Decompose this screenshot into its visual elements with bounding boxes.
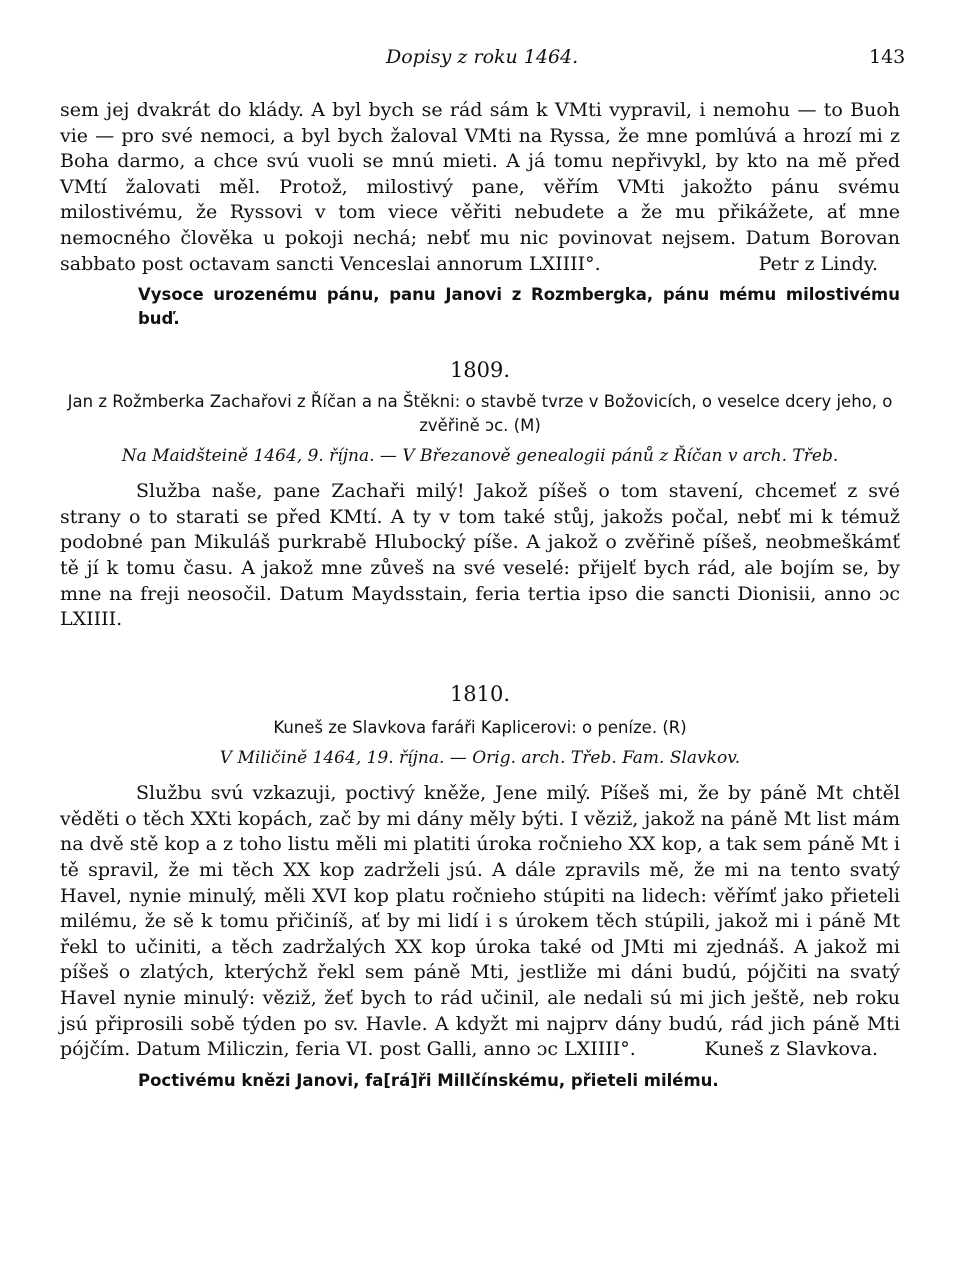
letter-signature: Kuneš z Slavkova. <box>704 1038 878 1061</box>
letter-continuation <box>60 98 900 331</box>
letter-text: Služba naše, pane Zachaři milý! Jakož píšeš o tom stavení, chcemeť z své strany o to starati se před KMtí. A ty v tom také stůj, jakožs počal, nebť mi k témuž podobné pan Mikuláš purkrabě Hlubocký píše. A jakož o zvěřině píšeš, neobmeškámť tě jí k tomu času. A jakož mne zůveš na své veselé: přijelť bych rád, ale bojím se, by mne na freji neosočil. Datum Maydsstain, feria tertia ipso die sancti Dionisii, anno ɔc LXIIII. <box>60 480 900 631</box>
letter-summary: Kuneš ze Slavkova faráři Kaplicerovi: o peníze. (R) <box>273 717 687 737</box>
letter-address: Vysoce urozenému pánu, panu Janovi z Rozmbergka, pánu mému milostivému buď. <box>138 285 900 329</box>
letter-1810 <box>60 682 900 1093</box>
letter-number: 1809. <box>449 358 511 382</box>
letter-source: V Miličině 1464, 19. října. — Orig. arch. Třeb. Fam. Slavkov. <box>219 747 741 768</box>
letter-signature: Petr z Lindy. <box>758 252 878 275</box>
letter-1809 <box>60 358 900 633</box>
letter-continuation-text <box>60 98 900 277</box>
letter-number: 1810. <box>449 682 511 706</box>
running-title: Dopisy z roku 1464. <box>386 46 579 68</box>
page-number: 143 <box>869 46 906 68</box>
letter-source: Na Maidšteině 1464, 9. října. — V Březanově genealogii pánů z Říčan v arch. Třeb. <box>121 445 839 466</box>
letter-summary: Jan z Rožmberka Zachařovi z Říčan a na Štěkni: o stavbě tvrze v Božovicích, o veselce dcery jeho, o zvěřině ɔc. (M) <box>67 391 893 435</box>
letter-continuation-body: sem jej dvakrát do klády. A byl bych se rád sám k VMti vypravil, i nemohu — to Buoh vie — pro své nemoci, a byl bych žaloval VMti na Ryssa, že mne pomlúvá a hrozí mi z Boha darmo, a chce svú vuoli se mnú mieti. A já tomu nepřivykl, by kto na mě před VMtí žalovati měl. Protož, milostivý pane, věřím VMti jakožto pánu svému milostivému, že Ryssovi v tom viece věřiti nebudete a že mu přikážete, ať mne nemocného člověka u pokoji nechá; nebť mu nic povinovat nejsem. Datum Borovan sabbato post octavam sancti Venceslai annorum LXIIII°. <box>60 99 900 275</box>
letter-address: Poctivému knězi Janovi, fa[rá]ři MilIčínskému, přieteli milému. <box>138 1070 719 1090</box>
letter-text <box>60 781 900 1063</box>
letter-body: Službu svú vzkazuji, poctivý kněže, Jene milý. Píšeš mi, že by páně Mt chtěl věděti o těch XXti kopách, zač by mi dány měly býti. I věziž, jakož na páně Mt list mám na dvě stě kop a z toho listu měli mi platiti úroka ročnieho XX kop, a tak sem páně Mt i tě spravil, že mi těch XX kop zadrželi jsú. A dále zpravils mě, že mi na tento svatý Havel, nynie minulý, měli XVI kop platu ročnieho stúpiti na lidech: věřímť jako přieteli milému, že sě k tomu přičiníš, ať by mi lidí i s úrokem těch stúpili, jakož mi i páně Mt řekl to učiniti, a těch zadržalých XX kop úroka také od JMti mi zjednáš. A jakož mi píšeš o zlatých, kterýchž řekl sem páně Mti, jestliže mi dáni budú, pójčiti na svatý Havel nynie minulý: věziž, žeť bych to rád učinil, ale nedali sú mi jich ještě, neb roku jsú připrosili sobě týden po sv. Havle. A kdyžt mi najprv dány budú, rád jich páně Mti pójčím. Datum Miliczin, feria VI. post Galli, anno ɔc LXIIII°. <box>60 782 900 1061</box>
